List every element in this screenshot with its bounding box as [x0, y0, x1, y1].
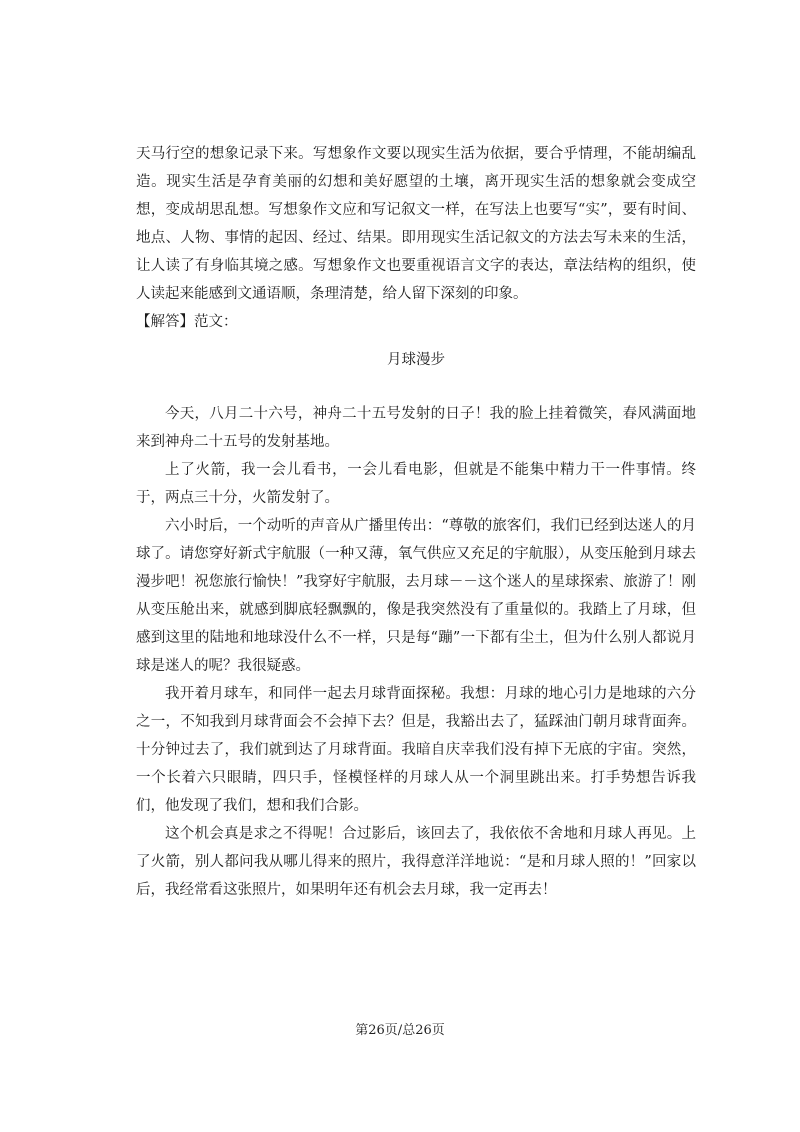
answer-label: 【解答】范文：: [136, 314, 238, 330]
page-footer: 第26页/总26页: [355, 1023, 445, 1038]
page-content: [136, 140, 696, 904]
essay-title: 月球漫步: [387, 352, 445, 368]
essay-paragraph-5: 这个机会真是求之不得呢！合过影后，该回去了，我依依不舍地和月球人再见。上了火箭，别人都问我从哪儿得来的照片，我得意洋洋地说：“是和月球人照的！”回家以后，我经常看这张照片，如果明年还有机会去月球，我一定再去！: [136, 826, 696, 898]
essay-paragraph-1: 今天，八月二十六号，神舟二十五号发射的日子！我的脸上挂着微笑，春风满面地来到神舟二十五号的发射基地。: [136, 406, 696, 450]
essay-paragraph-3: 六小时后，一个动听的声音从广播里传出：“尊敬的旅客们，我们已经到达迷人的月球了。请您穿好新式宇航服（一种又薄，氧气供应又充足的宇航服），从变压舱到月球去漫步吧！祝您旅行愉快！”我穿好宇航服，去月球－－这个迷人的星球探索、旅游了！刚从变压舱出来，就感到脚底轻飘飘的，像是我突然没有了重量似的。我踏上了月球，但感到这里的陆地和地球没什么不一样，只是每“蹦”一下都有尘土，但为什么别人都说月球是迷人的呢？我很疑惑。: [136, 518, 696, 674]
essay-paragraph-4: 我开着月球车，和同伴一起去月球背面探秘。我想：月球的地心引力是地球的六分之一，不知我到月球背面会不会掉下去？但是，我豁出去了，猛踩油门朝月球背面奔。十分钟过去了，我们就到达了月球背面。我暗自庆幸我们没有掉下无底的宇宙。突然，一个长着六只眼睛，四只手，怪模怪样的月球人从一个洞里跳出来。打手势想告诉我们，他发现了我们，想和我们合影。: [136, 686, 696, 814]
intro-paragraph: 天马行空的想象记录下来。写想象作文要以现实生活为依据，要合乎情理，不能胡编乱造。现实生活是孕育美丽的幻想和美好愿望的土壤，离开现实生活的想象就会变成空想，变成胡思乱想。写想象作文应和写记叙文一样，在写法上也要写“实”，要有时间、地点、人物、事情的起因、经过、结果。即用现实生活记叙文的方法去写未来的生活，让人读了有身临其境之感。写想象作文也要重视语言文字的表达，章法结构的组织，使人读起来能感到文通语顺，条理清楚，给人留下深刻的印象。: [136, 146, 696, 302]
essay-paragraph-2: 上了火箭，我一会儿看书，一会儿看电影，但就是不能集中精力干一件事情。终于，两点三十分，火箭发射了。: [136, 462, 696, 506]
